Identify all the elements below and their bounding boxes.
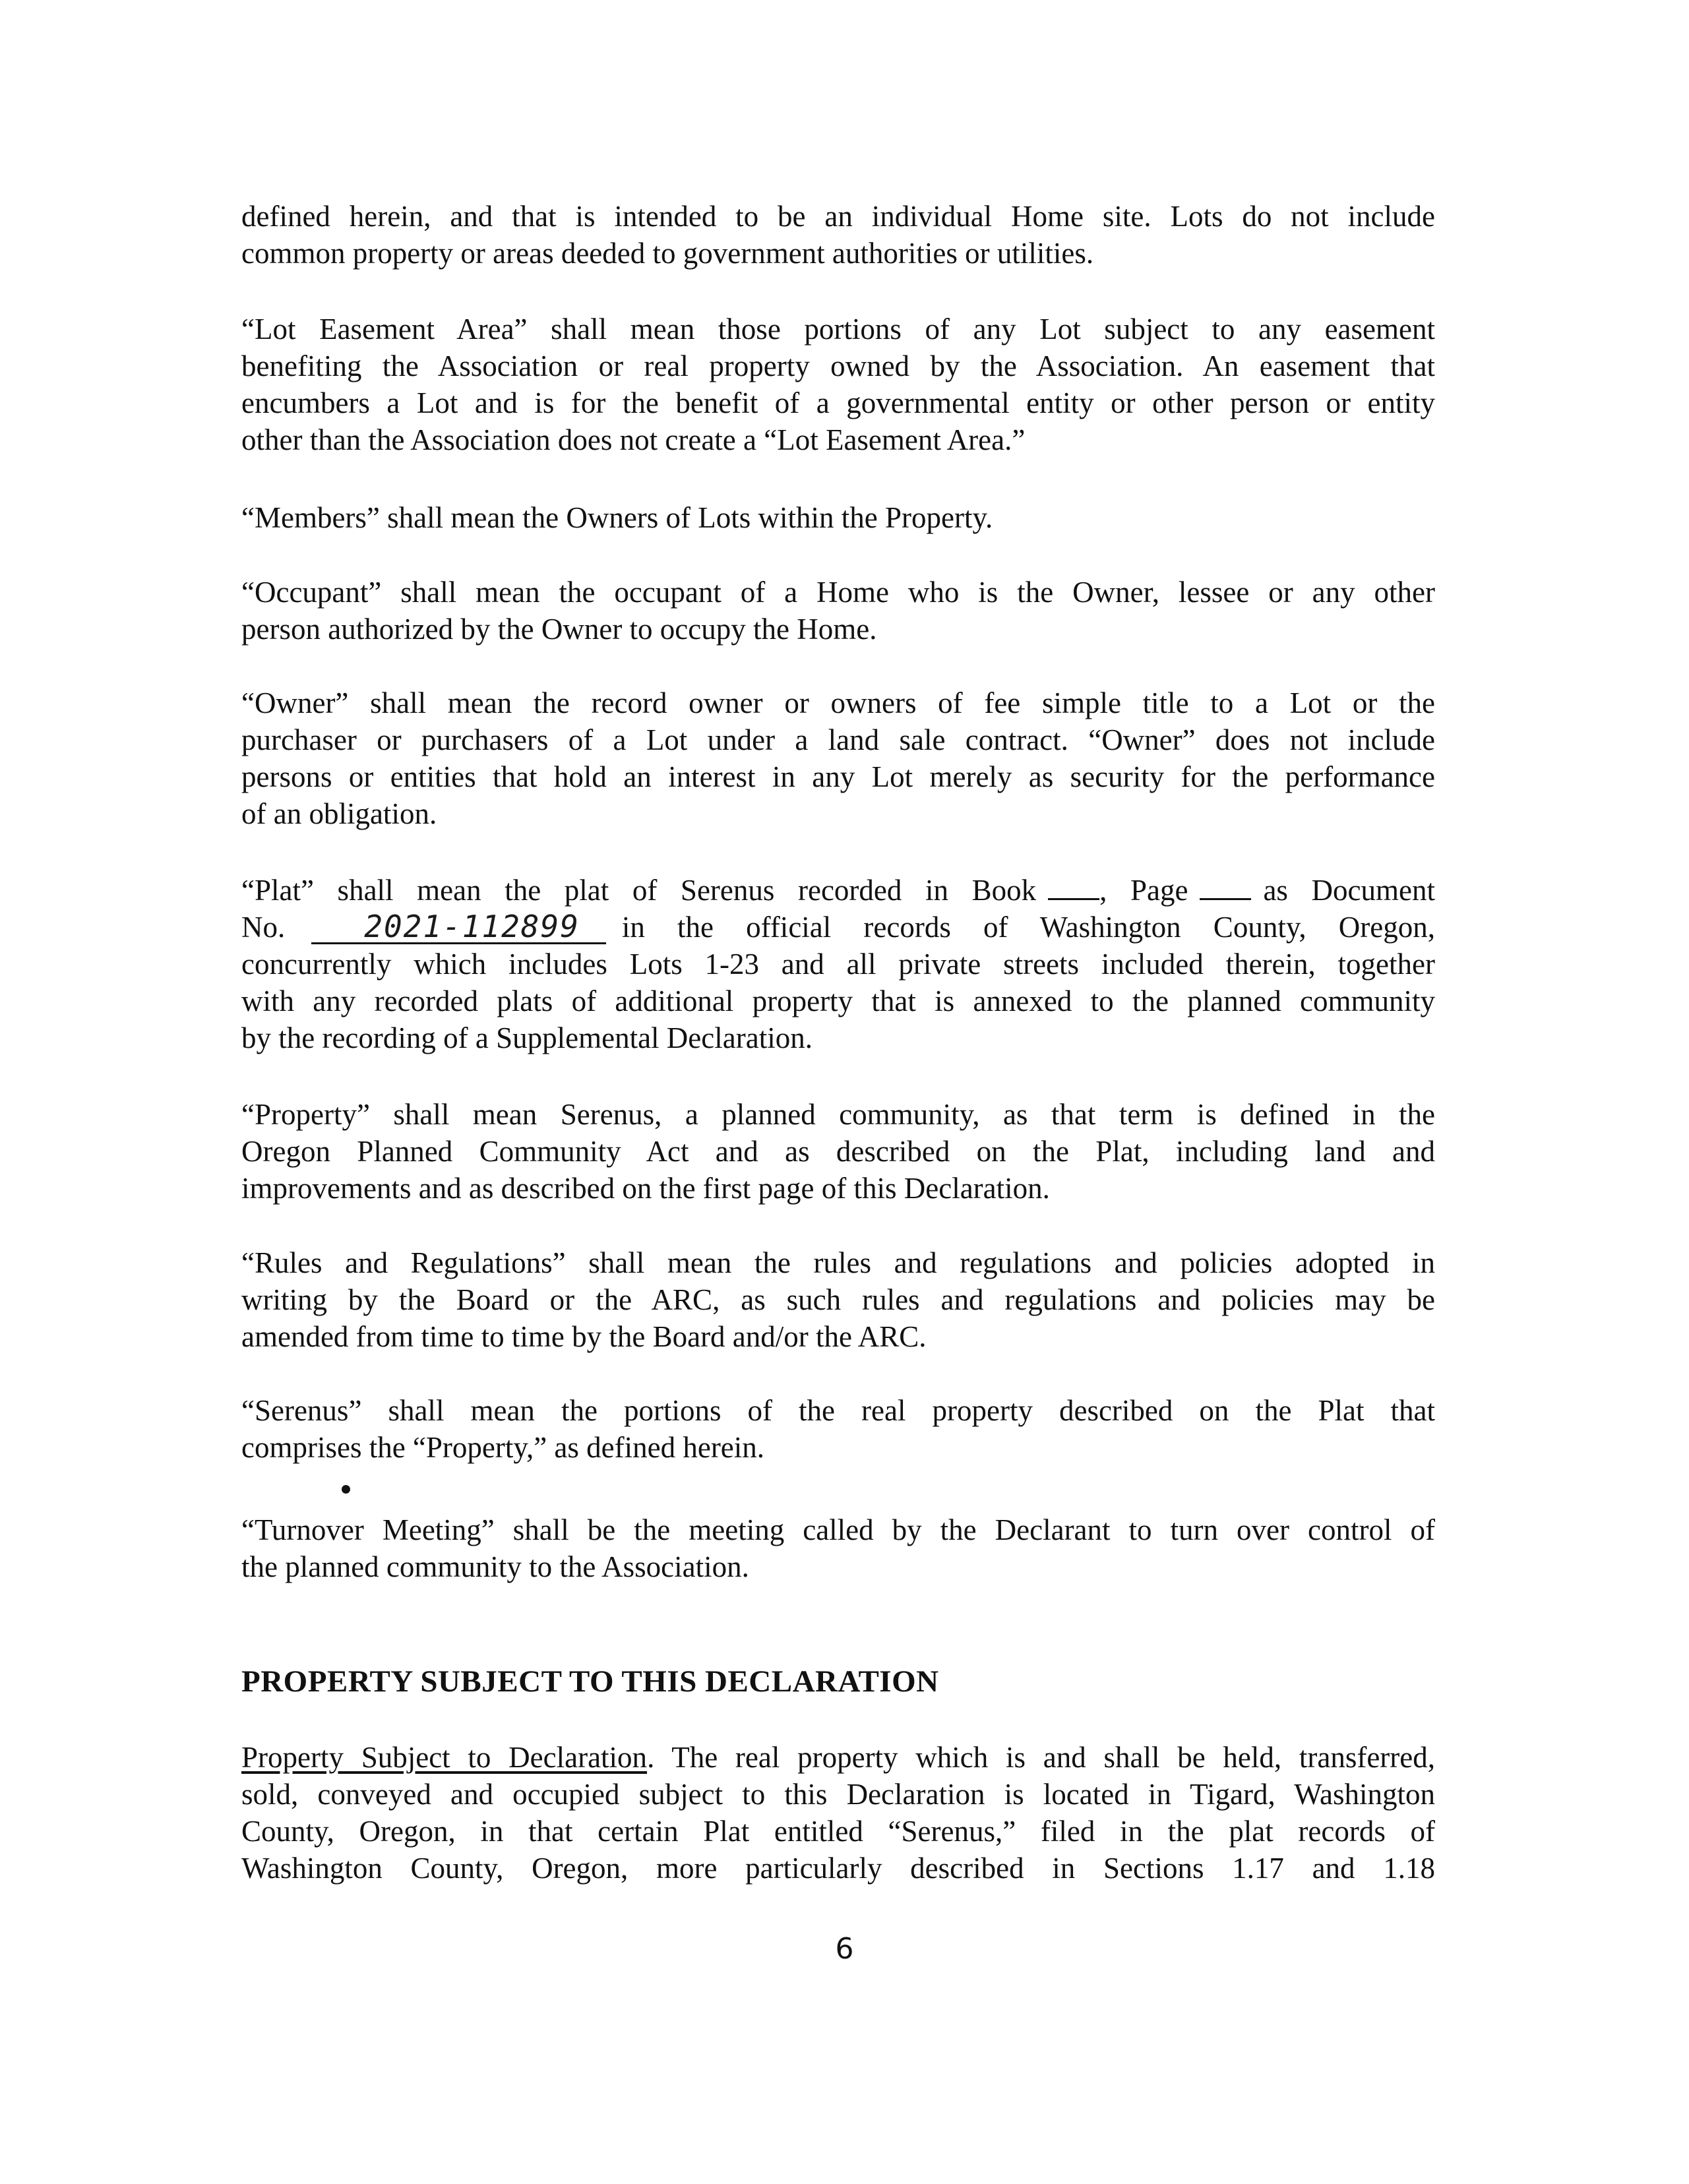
plat-text-no: No. <box>241 911 286 944</box>
paragraph-lot-continued <box>241 198 1435 272</box>
plat-text-b: , Page <box>1099 874 1188 907</box>
text-line: defined herein, and that is intended to be an individual Home site. Lots do not include <box>241 200 1435 233</box>
text-line: person authorized by the Owner to occupy the Home. <box>241 613 877 646</box>
text-line: “Rules and Regulations” shall mean the rules and regulations and policies adopted in <box>241 1246 1435 1279</box>
text-line: “Serenus” shall mean the portions of the real property described on the Plat that <box>241 1394 1435 1427</box>
text-line: by the recording of a Supplemental Declaration. <box>241 1021 813 1054</box>
text-line: writing by the Board or the ARC, as such rules and regulations and policies may be <box>241 1283 1435 1316</box>
subsection-title: Property Subject to Declaration <box>241 1741 648 1774</box>
text-line: “Occupant” shall mean the occupant of a Home who is the Owner, lessee or any other <box>241 576 1435 609</box>
plat-text-records: in the official records of Washington County, Oregon, <box>621 911 1435 944</box>
text-line: comprises the “Property,” as defined herein. <box>241 1431 765 1464</box>
paragraph-lot-easement-area <box>241 311 1435 458</box>
text-line: of an obligation. <box>241 797 437 830</box>
text-line: sold, conveyed and occupied subject to this Declaration is located in Tigard, Washington <box>241 1778 1435 1811</box>
paragraph-occupant <box>241 574 1435 648</box>
paragraph-property-subject <box>241 1739 1435 1887</box>
paragraph-plat <box>241 872 1435 1056</box>
plat-text-c: as Document <box>1263 874 1435 907</box>
paragraph-property <box>241 1096 1435 1207</box>
text-line: purchaser or purchasers of a Lot under a land sale contract. “Owner” does not include <box>241 723 1435 756</box>
text-line <box>241 909 1435 946</box>
text-line: other than the Association does not create a “Lot Easement Area.” <box>241 423 1026 456</box>
text-line: Oregon Planned Community Act and as described on the Plat, including land and <box>241 1135 1435 1168</box>
page-number: 6 <box>835 1932 854 1966</box>
text-line <box>241 1739 1435 1776</box>
paragraph-serenus <box>241 1392 1435 1466</box>
text-line: “Members” shall mean the Owners of Lots within the Property. <box>241 501 993 534</box>
text-line: amended from time to time by the Board and/or the ARC. <box>241 1320 927 1353</box>
text-line: benefiting the Association or real property owned by the Association. An easement that <box>241 349 1435 382</box>
paragraph-owner <box>241 684 1435 832</box>
plat-text-a: “Plat” shall mean the plat of Serenus recorded in Book <box>241 874 1037 907</box>
book-blank <box>1048 872 1099 900</box>
section-heading: PROPERTY SUBJECT TO THIS DECLARATION <box>241 1664 939 1699</box>
text-line: “Owner” shall mean the record owner or owners of fee simple title to a Lot or the <box>241 686 1435 719</box>
handwritten-document-number: 2021-112899 <box>311 911 606 944</box>
paragraph-members <box>241 499 1435 536</box>
text-line: improvements and as described on the first page of this Declaration. <box>241 1172 1050 1205</box>
paragraph-rules-and-regulations <box>241 1244 1435 1355</box>
text-line <box>241 872 1435 909</box>
text-line: with any recorded plats of additional property that is annexed to the planned community <box>241 985 1435 1017</box>
text-line: “Lot Easement Area” shall mean those portions of any Lot subject to any easement <box>241 313 1435 346</box>
stray-dot-mark <box>342 1485 350 1494</box>
text-line: the planned community to the Association. <box>241 1550 749 1583</box>
text-line: common property or areas deeded to government authorities or utilities. <box>241 237 1094 270</box>
text-line: persons or entities that hold an interest in any Lot merely as security for the performance <box>241 760 1435 793</box>
text-line: encumbers a Lot and is for the benefit of a governmental entity or other person or entity <box>241 386 1435 419</box>
text-line: Washington County, Oregon, more particularly described in Sections 1.17 and 1.18 <box>241 1852 1435 1885</box>
text-line: concurrently which includes Lots 1-23 and all private streets included therein, together <box>241 948 1435 981</box>
text-line: “Property” shall mean Serenus, a planned community, as that term is defined in the <box>241 1098 1435 1131</box>
paragraph-turnover-meeting <box>241 1511 1435 1585</box>
subject-text-first: . The real property which is and shall be held, transferred, <box>647 1741 1435 1774</box>
text-line: County, Oregon, in that certain Plat entitled “Serenus,” filed in the plat records of <box>241 1815 1435 1848</box>
page-blank <box>1200 872 1251 900</box>
text-line: “Turnover Meeting” shall be the meeting called by the Declarant to turn over control of <box>241 1513 1435 1546</box>
